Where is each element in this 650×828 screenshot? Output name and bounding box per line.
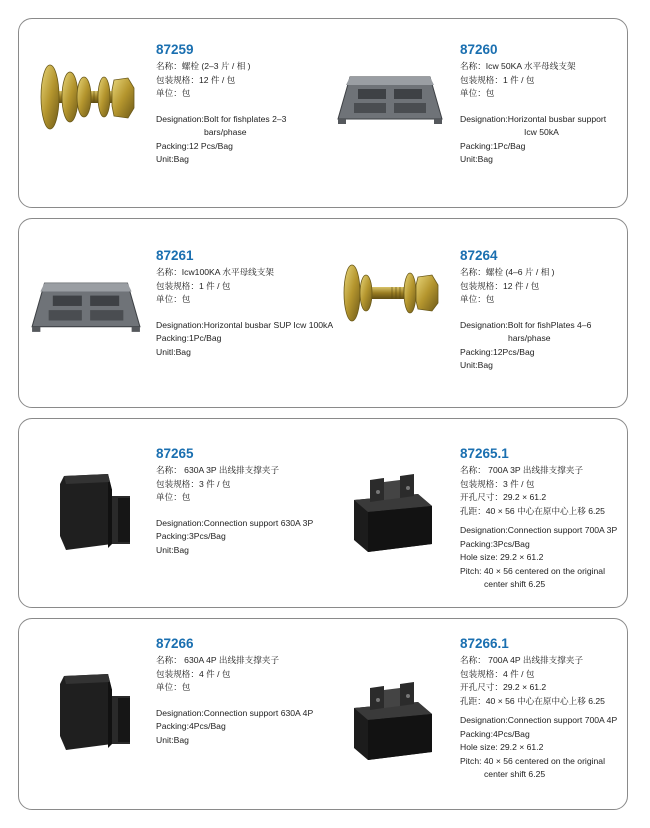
en-designation: Designation:Horizontal busbar support — [460, 113, 607, 124]
en-unit: Unit:Bag — [460, 154, 493, 164]
cn-unit: 单位：包 — [460, 294, 495, 304]
cn-pitch: 孔距：40 × 56 中心在原中心上移 6.25 — [460, 695, 605, 706]
cn-unit: 单位：包 — [460, 88, 495, 98]
connection-support-4p-image — [56, 670, 136, 760]
cn-packing: 包装规格：4 件 / 包 — [156, 668, 231, 679]
en-designation: Designation:Connection support 630A 4P — [156, 707, 314, 718]
en-pitch-cont: center shift 6.25 — [484, 769, 546, 779]
en-designation-cont: hars/phase — [508, 333, 551, 343]
en-pitch-cont: center shift 6.25 — [484, 579, 546, 589]
busbar-support-image — [336, 75, 444, 125]
en-designation: Designation:Horizontal busbar SUP Icw 100kA — [156, 319, 334, 330]
cn-name: 名称： 630A 3P 出线排支撑夹子 — [156, 465, 280, 475]
product-id: 87265 — [156, 446, 194, 461]
product-id: 87261 — [156, 248, 194, 263]
bolt-image — [34, 58, 142, 136]
cn-name: 名称： 700A 3P 出线排支撑夹子 — [460, 465, 584, 475]
en-pitch: Pitch: 40 × 56 centered on the original — [460, 565, 605, 576]
cn-packing: 包装规格：1 件 / 包 — [460, 74, 535, 85]
cn-name: 名称： 630A 4P 出线排支撑夹子 — [156, 655, 280, 665]
en-designation: Designation:Connection support 700A 4P — [460, 715, 618, 725]
en-pitch: Pitch: 40 × 56 centered on the original — [460, 755, 605, 766]
connection-support-700a-image — [348, 680, 438, 762]
en-packing: Packing:3Pcs/Bag — [460, 538, 530, 549]
cn-name: 名称：Icw 50KA 水平母线支架 — [460, 61, 576, 71]
cn-name: 名称：螺栓 (4–6 片 / 相 ) — [460, 267, 555, 277]
product-id: 87260 — [460, 42, 498, 57]
en-packing: Packing:3Pcs/Bag — [156, 531, 226, 541]
cn-unit: 单位：包 — [156, 492, 191, 502]
cn-packing: 包装规格：1 件 / 包 — [156, 280, 231, 291]
product-87261 — [156, 248, 333, 359]
en-unit: Unitl:Bag — [156, 346, 191, 357]
en-unit: Unit:Bag — [156, 154, 189, 164]
product-id: 87259 — [156, 42, 194, 57]
product-87265 — [156, 446, 313, 557]
product-87260 — [460, 42, 606, 167]
en-hole-size: Hole size: 29.2 × 61.2 — [460, 552, 544, 562]
en-packing: Packing:1Pc/Bag — [460, 140, 526, 151]
en-packing: Packing:4Pcs/Bag — [460, 728, 530, 739]
cn-name: 名称：螺栓 (2–3 片 / 相 ) — [156, 61, 251, 71]
cn-packing: 包装规格：4 件 / 包 — [460, 668, 535, 679]
connection-support-3p-image — [56, 470, 136, 560]
cn-unit: 单位：包 — [156, 88, 191, 98]
product-id: 87266.1 — [460, 636, 509, 651]
product-87264 — [460, 248, 591, 373]
cn-unit: 单位：包 — [156, 294, 191, 304]
cn-unit: 单位：包 — [156, 682, 191, 692]
product-87259 — [156, 42, 286, 167]
en-packing: Packing:12 Pcs/Bag — [156, 140, 233, 151]
en-designation-cont: bars/phase — [204, 127, 247, 137]
product-87266-1 — [460, 636, 617, 782]
cn-packing: 包装规格：12 件 / 包 — [156, 74, 236, 85]
en-designation: Designation:Bolt for fishPlates 4–6 — [460, 319, 592, 330]
product-87265-1 — [460, 446, 617, 592]
en-unit: Unit:Bag — [156, 734, 189, 745]
cn-hole-size: 开孔尺寸：29.2 × 61.2 — [460, 682, 547, 692]
cn-hole-size: 开孔尺寸：29.2 × 61.2 — [460, 492, 547, 502]
product-87266 — [156, 636, 313, 747]
product-id: 87264 — [460, 248, 498, 263]
cn-packing: 包装规格：3 件 / 包 — [460, 478, 535, 489]
cn-packing: 包装规格：3 件 / 包 — [156, 478, 231, 489]
en-hole-size: Hole size: 29.2 × 61.2 — [460, 742, 544, 752]
en-unit: Unit:Bag — [460, 360, 493, 370]
cn-name: 名称：Icw100KA 水平母线支架 — [156, 267, 274, 277]
en-packing: Packing:1Pc/Bag — [156, 333, 222, 343]
busbar-support-image — [30, 281, 142, 333]
en-unit: Unit:Bag — [156, 544, 189, 555]
cn-packing: 包装规格：12 件 / 包 — [460, 280, 540, 291]
en-packing: Packing:4Pcs/Bag — [156, 721, 226, 731]
connection-support-700a-image — [348, 472, 438, 554]
en-designation: Designation:Connection support 630A 3P — [156, 517, 314, 528]
cn-pitch: 孔距：40 × 56 中心在原中心上移 6.25 — [460, 505, 605, 516]
en-packing: Packing:12Pcs/Bag — [460, 346, 535, 357]
en-designation: Designation:Bolt for fishplates 2–3 — [156, 113, 287, 124]
cn-name: 名称： 700A 4P 出线排支撑夹子 — [460, 655, 584, 665]
en-designation-cont: Icw 50kA — [524, 127, 559, 137]
en-designation: Designation:Connection support 700A 3P — [460, 525, 618, 535]
product-id: 87265.1 — [460, 446, 509, 461]
bolt-image — [336, 258, 444, 328]
product-id: 87266 — [156, 636, 194, 651]
